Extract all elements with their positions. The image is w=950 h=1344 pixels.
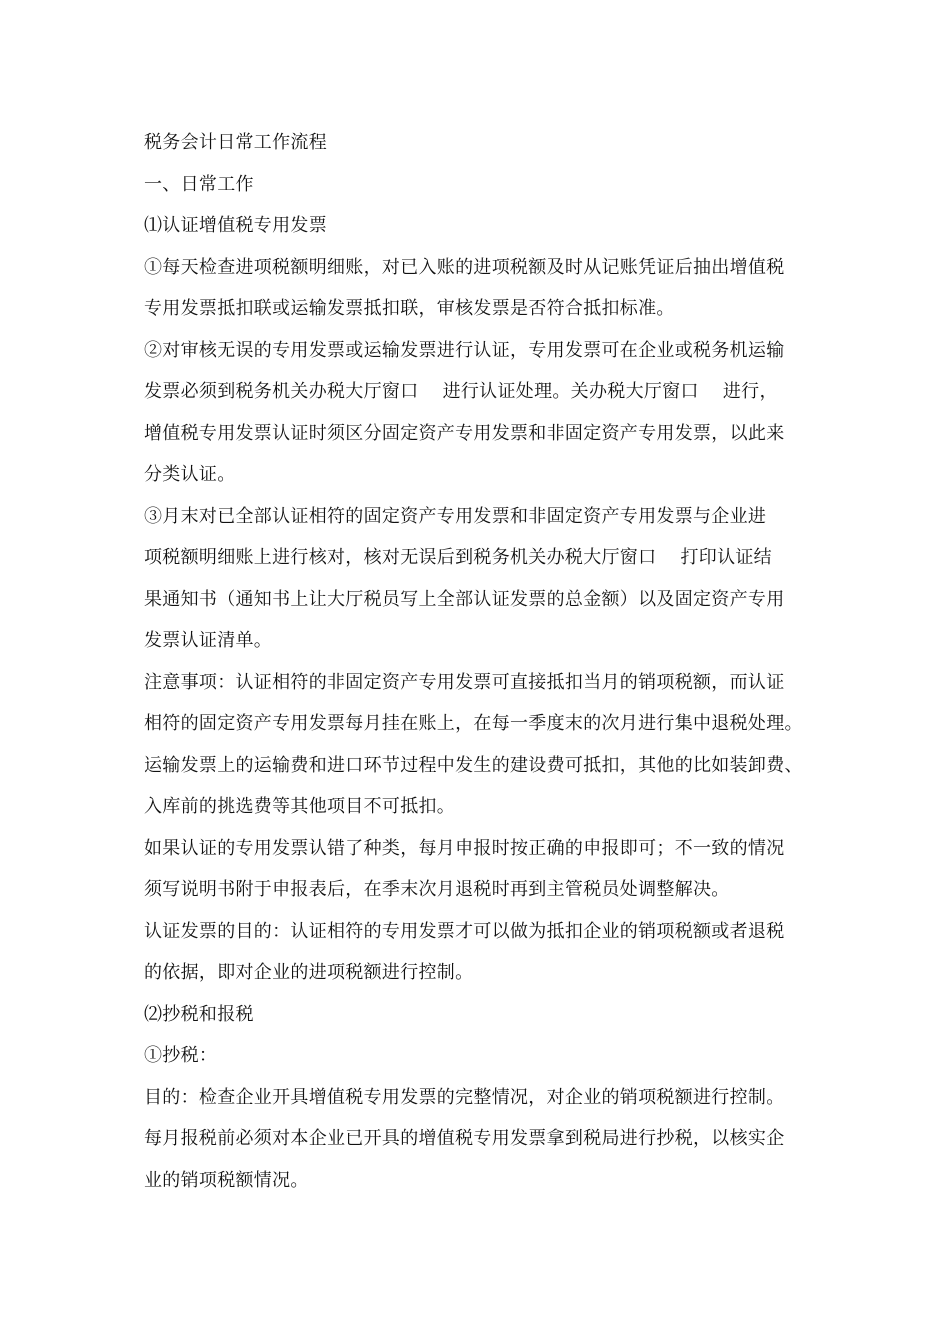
paragraph-line: 增值税专用发票认证时须区分固定资产专用发票和非固定资产专用发票，以此来 bbox=[144, 422, 785, 444]
paragraph-line: 如果认证的专用发票认错了种类，每月申报时按正确的申报即可；不一致的情况 bbox=[144, 837, 785, 859]
paragraph-line: 每月报税前必须对本企业已开具的增值税专用发票拿到税局进行抄税，以核实企 bbox=[144, 1128, 785, 1149]
paragraph-line: 认证发票的目的：认证相符的专用发票才可以做为抵扣企业的销项税额或者退税 bbox=[144, 920, 785, 942]
paragraph-line: ③月末对已全部认证相符的固定资产专用发票和非固定资产专用发票与企业进 bbox=[144, 505, 767, 527]
paragraph-line: 目的：检查企业开具增值税专用发票的完整情况，对企业的销项税额进行控制。 bbox=[144, 1086, 785, 1108]
paragraph-line: 专用发票抵扣联或运输发票抵扣联，审核发票是否符合抵扣标准。 bbox=[144, 298, 675, 319]
note-line: 运输发票上的运输费和进口环节过程中发生的建设费可抵扣，其他的比如装卸费、 bbox=[144, 754, 803, 776]
subsection-heading: ⑴认证增值税专用发票 bbox=[144, 215, 327, 236]
subsection-heading: ⑵抄税和报税 bbox=[144, 1003, 254, 1025]
paragraph-line: 发票必须到税务机关办税大厅窗口 进行认证处理。关办税大厅窗口 进行， bbox=[144, 381, 778, 402]
paragraph-line: ①抄税： bbox=[144, 1045, 218, 1066]
note-line: 注意事项：认证相符的非固定资产专用发票可直接抵扣当月的销项税额，而认证 bbox=[144, 671, 785, 693]
paragraph-line: 果通知书（通知书上让大厅税员写上全部认证发票的总金额）以及固定资产专用 bbox=[144, 588, 785, 610]
paragraph-line: 的依据，即对企业的进项税额进行控制。 bbox=[144, 962, 474, 983]
paragraph-line: 分类认证。 bbox=[144, 464, 236, 485]
paragraph-line: 发票认证清单。 bbox=[144, 630, 273, 651]
section-heading: 一、日常工作 bbox=[144, 173, 254, 195]
paragraph-line: ②对审核无误的专用发票或运输发票进行认证，专用发票可在企业或税务机运输 bbox=[144, 339, 785, 361]
paragraph-line: ①每天检查进项税额明细账，对已入账的进项税额及时从记账凭证后抽出增值税 bbox=[144, 256, 785, 278]
paragraph-line: 业的销项税额情况。 bbox=[144, 1169, 309, 1191]
note-line: 相符的固定资产专用发票每月挂在账上，在每一季度末的次月进行集中退税处理。 bbox=[144, 713, 803, 734]
paragraph-line: 项税额明细账上进行核对，核对无误后到税务机关办税大厅窗口 打印认证结 bbox=[144, 547, 772, 568]
paragraph-line: 须写说明书附于申报表后，在季末次月退税时再到主管税员处调整解决。 bbox=[144, 879, 730, 900]
note-line: 入库前的挑选费等其他项目不可抵扣。 bbox=[144, 796, 456, 817]
document-body bbox=[144, 122, 824, 1201]
document-title: 税务会计日常工作流程 bbox=[144, 132, 327, 153]
